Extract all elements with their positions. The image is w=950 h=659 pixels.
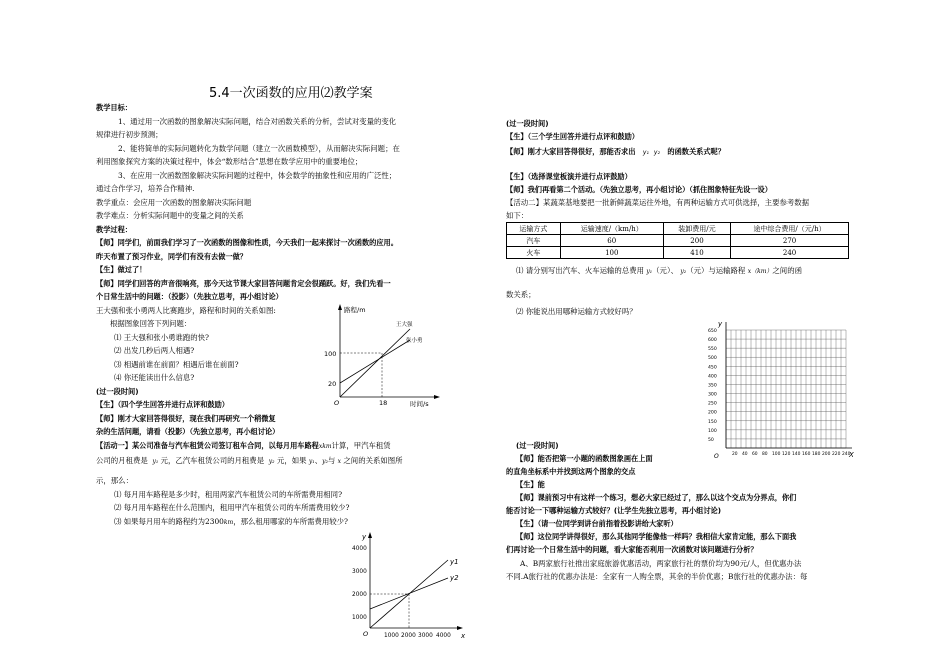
race-ytick-100: 100 (324, 350, 337, 358)
rental-ytick-1000: 1000 (352, 615, 367, 621)
right-student-2: 【生】（选择课堂板演并进行点评鼓励） (506, 172, 632, 181)
right-teacher-5a: 【师】这位同学讲得很好，那么其他同学能像他一样吗？我相信大家肯定能，那么下面我 (516, 532, 797, 541)
table-cell: 410 (663, 247, 730, 259)
objective-3b: 通过合作学习，培养合作精神. (96, 184, 195, 193)
grid-xtick-label: 200 (822, 452, 831, 457)
rental-ytick-3000: 3000 (352, 569, 367, 575)
transport-question-2: ⑵ 你能说出用哪种运输方式较好吗？ (516, 307, 637, 316)
rental-ytick-2000: 2000 (352, 592, 367, 598)
teacher-2b: 个日常生活中的问题：（投影）（先独立思考，再小组讨论） (96, 292, 283, 301)
activity-1b-sep: 、 (314, 456, 323, 465)
activity-2b: 如下： (506, 211, 529, 220)
rental-xtick-4000: 4000 (436, 633, 451, 639)
grid-ytick-label: 200 (708, 410, 717, 416)
race-xlabel: 时间/s (410, 400, 429, 408)
grid-xtick-label: 20 (732, 452, 738, 457)
teacher-2a: 【师】同学们回答的声音很响亮，那今天这节课大家回答问题肯定会很踊跃。好，我们先看一 (96, 279, 391, 288)
grid-xtick-label: 220 (832, 452, 841, 457)
rental-xlabel: x (461, 632, 466, 640)
activity-1b-mid2: 元，如果 (276, 456, 307, 465)
right-teacher-4b: 能否讨论一下哪种运输方式较好？(让学生先独立思考，再小组讨论) (506, 506, 722, 515)
problem-1: 王大强和张小勇两人比赛跑步，路程和时间的关系如图: (96, 306, 276, 315)
table-cell: 240 (731, 247, 849, 259)
tq1-y2: y₂ (680, 268, 687, 275)
tq1-mid: （元）、 (652, 266, 679, 275)
grid-ytick-label: 50 (708, 437, 714, 443)
variable-y2b: y₂ (322, 458, 328, 465)
objective-1b: 规律进行初步预测； (96, 130, 163, 139)
rental-xtick-1000: 1000 (384, 633, 399, 639)
grid-ytick-label: 450 (708, 365, 717, 371)
race-legend-wang: 王大强 (396, 322, 413, 328)
grid-xtick-label: 120 (782, 452, 791, 457)
table-header-cell: 运输方式 (507, 223, 561, 235)
table-cell: 270 (731, 235, 849, 247)
right-teacher-1 (506, 147, 725, 158)
objectives-heading: 教学目标： (96, 103, 132, 112)
table-row (507, 247, 849, 259)
grid-ytick-label: 650 (708, 329, 717, 334)
activity-1b-text: 公司的月租费是 (96, 456, 148, 465)
teacher-3a: 【师】刚才大家回答得很好，现在我们再研究一个稍微复 (96, 414, 276, 423)
variable-y1b: y₁ (308, 458, 315, 465)
race-origin: O (334, 399, 340, 407)
race-line-wang (340, 329, 410, 397)
rental-line-y2 (370, 578, 448, 609)
activity-1b-mid: 元，乙汽车租赁公司的月租费是 (160, 456, 265, 465)
grid-xlabel: X (849, 451, 854, 459)
race-graph (320, 302, 440, 408)
right-student-3: 【生】能 (516, 480, 545, 489)
grid-ytick-label: 300 (708, 392, 717, 398)
grid-xtick-label: 240 (842, 452, 851, 457)
tq1-text: ⑴ 请分别写出汽车、火车运输的总费用 (516, 266, 644, 275)
process-heading: 教学过程： (96, 225, 132, 234)
grid-xtick-label: 140 (792, 452, 801, 457)
rent-question-3b: ，那么租用哪家的车所需费用较少? (233, 517, 349, 526)
objective-2a: 2、能将简单的实际问题转化为数学问题（建立一次函数模型），从而解决实际问题；在 (118, 144, 400, 153)
activity-1a-end: 计算，甲汽车租赁 (331, 441, 391, 450)
right-teacher-3a: 【师】能否把第一小题的函数图象画在上面 (516, 454, 653, 463)
travel-problem-1: A、B两家旅行社推出家庭旅游优惠活动，两家旅行社的票价均为90元/人，但优惠办法 (520, 559, 802, 568)
grid-xtick-label: 80 (762, 452, 768, 457)
table-cell: 100 (560, 247, 663, 259)
right-student-1: 【生】（三个学生回答并进行点评和鼓励） (506, 132, 639, 141)
table-cell: 火车 (507, 247, 561, 259)
activity-1c: 示，那么： (96, 476, 133, 485)
problem-2: 根据图象回答下列问题： (110, 319, 192, 328)
table-cell: 200 (663, 235, 730, 247)
question-4: ⑷ 你还能读出什么信息? (114, 373, 195, 382)
table-header-cell: 运输速度/（km/h） (560, 223, 663, 235)
grid-ytick-label: 400 (708, 374, 717, 380)
race-line-zhang (340, 340, 410, 383)
tq1-y1: y₁ (646, 268, 653, 275)
activity-1b-with: 与 (327, 456, 336, 465)
variable-y2: y₂ (268, 458, 275, 465)
objective-1a: 1、通过用一次函数的图象解决实际问题，结合对函数关系的分析，尝试对变量的变化 (118, 117, 397, 126)
objective-2b: 利用图象探究方案的决策过程中，体会“数形结合”思想在数学应用中的重要地位； (96, 157, 363, 166)
right-pause-1: (过一段时间) (506, 119, 549, 128)
rent-question-3-value: 2300 (205, 517, 224, 526)
activity-1a (96, 441, 391, 452)
table-header-cell: 途中综合费用/（元/h） (731, 223, 849, 235)
race-ytick-20: 20 (328, 380, 337, 388)
difficulty: 教学难点：分析实际问题中的变量之间的关系 (96, 211, 244, 220)
pause-1: (过一段时间) (96, 387, 139, 396)
activity-2a (506, 198, 809, 208)
question-3: ⑶ 相遇前谁在前面？相遇后谁在前面? (114, 360, 239, 369)
table-row (507, 235, 849, 247)
right-teacher-1-end: 的函数关系式呢？ (667, 147, 725, 156)
race-ylabel: 路程/m (344, 306, 366, 314)
page-title: 5.4一次函数的应用⑵教学案 (209, 86, 373, 101)
right-var-y1: y₁ (642, 149, 649, 156)
activity-1b (96, 456, 403, 467)
rental-ytick-4000: 4000 (352, 546, 367, 552)
grid-xtick-label: 180 (812, 452, 821, 457)
activity-2a-text: 【活动二】某蔬菜基地要把一批新鲜蔬菜运往外地，有两种运输方式可供选择，主要参考数据 (506, 198, 810, 207)
teacher-3b: 杂的生活问题，请看（投影）（先独立思考，再小组讨论） (96, 427, 280, 436)
variable-y1: y₁ (152, 458, 159, 465)
rent-question-1: ⑴ 每月用车路程是多少时，租用两家汽车租赁公司的车所需费用相同? (114, 490, 343, 499)
right-teacher-3b: 的直角坐标系中并找到这两个图象的交点 (506, 467, 636, 476)
table-cell: 汽车 (507, 235, 561, 247)
activity-1a-text: 【活动一】某公司准备与汽车租赁公司签订租车合同，以每月用车路程 (96, 441, 319, 450)
grid-ytick-label: 150 (708, 419, 717, 425)
rental-graph (340, 530, 465, 640)
rental-xtick-2000: 2000 (401, 633, 416, 639)
transport-table (506, 222, 849, 259)
race-legend-zhang: 张小勇 (406, 338, 423, 344)
grid-xtick-label: 160 (802, 452, 811, 457)
coordinate-grid (706, 318, 856, 458)
table-cell: 60 (560, 235, 663, 247)
grid-ytick-label: 100 (708, 428, 717, 434)
grid-ytick-label: 550 (708, 347, 717, 353)
question-1: ⑴ 王大强和张小勇谁跑的快? (114, 333, 210, 342)
activity-1b-end: 之间的关系如图所 (343, 456, 403, 465)
right-pause-2: (过一段时间) (516, 441, 559, 450)
transport-question-1b: 数关系； (506, 290, 536, 299)
question-2: ⑵ 出发几秒后两人相遇? (114, 346, 195, 355)
tq1-x: x（km） (747, 268, 773, 275)
right-var-y2: y₂ (653, 149, 660, 156)
travel-problem-2: 不同.A旅行社的优惠办法是：全家有一人购全票，其余的半价优惠；B旅行社的优惠办法：每 (506, 572, 808, 581)
rental-ylabel: y (362, 533, 367, 541)
objective-3a: 3、在应用一次函数图象解决实际问题的过程中，体会数学的抽象性和应用的广泛性； (118, 171, 397, 180)
right-teacher-5b: 们再讨论一个日常生活中的问题，看大家能否利用一次函数对该问题进行分析？ (506, 545, 758, 554)
rent-question-3-unit: km (223, 519, 234, 526)
rental-origin: O (363, 630, 369, 638)
table-header-cell: 装卸费用/元 (663, 223, 730, 235)
grid-ytick-label: 350 (708, 383, 717, 389)
race-xtick-18: 18 (379, 399, 388, 407)
tq1-end: 之间的函 (772, 266, 802, 275)
grid-origin: O (714, 453, 719, 460)
rent-question-3a: ⑶ 如果每月用车的路程约为 (114, 517, 206, 526)
transport-question-1a (516, 266, 802, 277)
grid-xtick-label: 40 (742, 452, 748, 457)
right-student-4: 【生】（请一位同学到讲台前指着投影讲给大家听） (516, 519, 678, 528)
variable-x: x (337, 458, 342, 465)
variable-xkm: xkm (318, 443, 332, 450)
right-teacher-1-text: 【师】刚才大家回答得很好，那能否求出 (506, 147, 636, 156)
grid-ytick-label: 250 (708, 401, 717, 407)
right-teacher-4a: 【师】课前预习中有这样一个练习，想必大家已经过了，那么以这个交点为分界点，你们 (516, 493, 797, 502)
grid-xtick-label: 100 (772, 452, 781, 457)
rental-label-y1: y1 (450, 558, 459, 566)
grid-xtick-label: 60 (752, 452, 758, 457)
right-teacher-2: 【师】我们再看第二个活动。（先独立思考，再小组讨论）（抓住图象特征先设一设） (506, 185, 772, 194)
teacher-1a: 【师】同学们，前面我们学习了一次函数的图像和性质，今天我们一起来探讨一次函数的应用。 (96, 238, 398, 247)
rent-question-3 (114, 517, 348, 528)
grid-ylabel: y (718, 320, 723, 328)
rent-question-2: ⑵ 每月用车路程在什么范围内，租用甲汽车租赁公司的车所需费用较少? (114, 503, 350, 512)
key-point: 教学重点：会应用一次函数的图象解决实际问题 (96, 198, 252, 207)
student-1: 【生】做过了！ (96, 265, 147, 274)
tq1-mid2: （元）与运输路程 (686, 266, 746, 275)
transport-table-header (507, 223, 849, 235)
student-2: 【生】（四个学生回答并进行点评和鼓励） (96, 400, 229, 409)
grid-ytick-label: 500 (708, 356, 717, 362)
grid-ytick-label: 600 (708, 338, 717, 344)
rental-label-y2: y2 (450, 574, 459, 582)
rental-xtick-3000: 3000 (418, 633, 433, 639)
teacher-1b: 昨天布置了预习作业，同学们有没有去做一做？ (96, 252, 247, 261)
